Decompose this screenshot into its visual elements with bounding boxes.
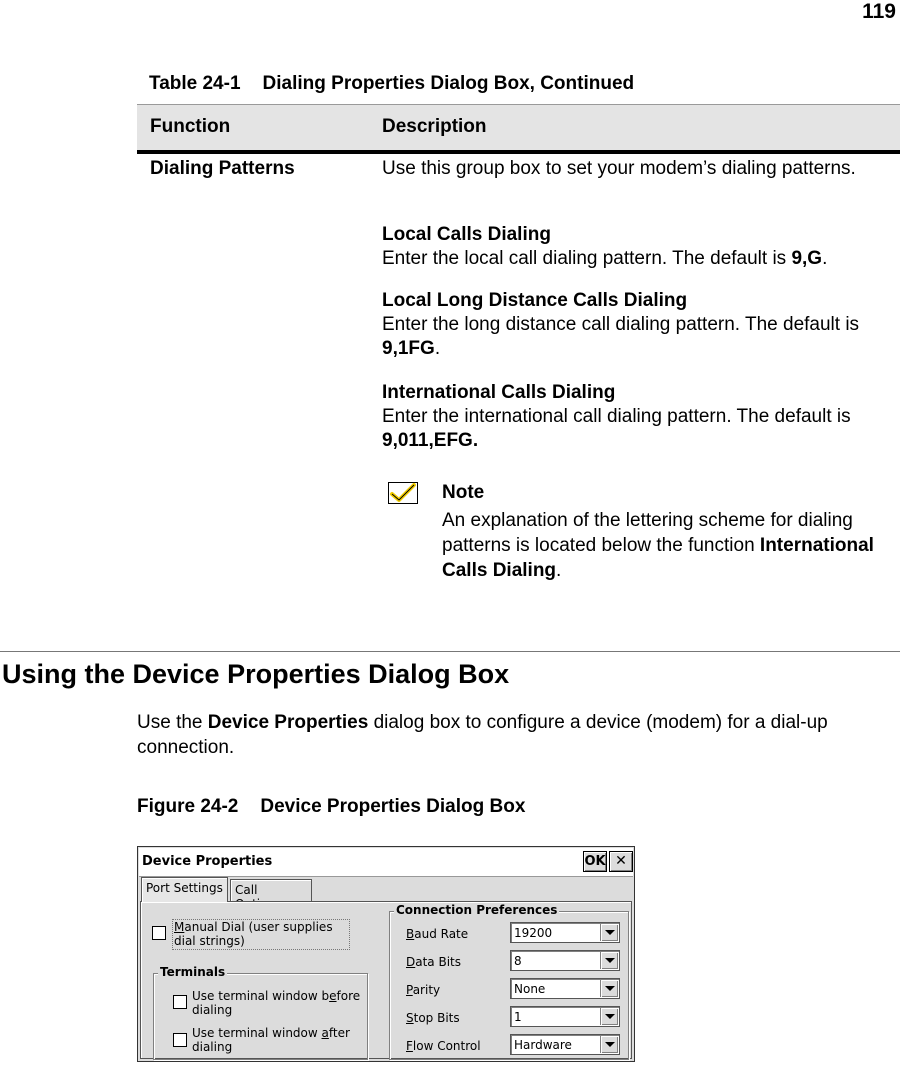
note-text: An explanation of the lettering scheme for dialing patterns is located below the function — [442, 510, 853, 556]
dialog-title: Device Properties — [142, 854, 273, 869]
baud-rate-value: 19200 — [514, 926, 553, 940]
local-calls-text: Enter the local call dialing pattern. The default is — [382, 248, 792, 269]
figure-caption — [137, 796, 525, 818]
close-icon[interactable]: ✕ — [609, 851, 633, 872]
parity-select[interactable] — [510, 978, 620, 999]
international-default: 9,011,EFG. — [382, 430, 479, 451]
column-header-function: Function — [150, 116, 231, 137]
terminal-before-accelerator: e — [329, 989, 337, 1003]
baud-rate-label — [406, 927, 468, 941]
connection-preferences-title: Connection Preferences — [396, 903, 558, 917]
tab-call-options[interactable]: Call — [230, 879, 312, 901]
section-divider — [0, 651, 900, 652]
chevron-down-icon[interactable] — [600, 980, 618, 997]
stop-bits-value: 1 — [514, 1010, 522, 1024]
baud-rate-text: aud Rate — [414, 927, 469, 941]
device-properties-dialog — [137, 846, 635, 1062]
dialog-titlebar — [139, 848, 633, 877]
terminal-after-accelerator: a — [321, 1026, 329, 1040]
note-block — [442, 480, 882, 583]
tab-port-settings[interactable]: Port Settings — [141, 877, 228, 902]
section-paragraph — [137, 710, 897, 760]
baud-rate-accelerator: B — [406, 927, 415, 941]
flow-control-accelerator: F — [406, 1039, 413, 1053]
para-text-end: dialog box to configure a device (modem) for a dial-up connection. — [137, 712, 828, 758]
figure-caption-label: Figure 24-2 — [137, 796, 239, 817]
international-title: International Calls Dialing — [382, 382, 616, 403]
data-bits-label — [406, 955, 461, 969]
terminal-before-text-b: fore dialing — [192, 989, 361, 1017]
local-calls-period: . — [822, 248, 828, 269]
manual-dial-text: anual Dial (user supplies dial strings) — [174, 920, 333, 948]
international-text: Enter the international call dialing pattern. The default is — [382, 406, 851, 427]
table-caption-label: Table 24-1 — [149, 73, 241, 94]
data-bits-text: ata Bits — [415, 955, 461, 969]
long-distance-default: 9,1FG — [382, 338, 435, 359]
function-cell: Dialing Patterns — [150, 158, 295, 179]
stop-bits-text: top Bits — [413, 1011, 460, 1025]
table-caption-title: Dialing Properties Dialog Box, Continued — [262, 73, 635, 94]
long-distance-period: . — [434, 338, 441, 359]
international-block — [382, 381, 892, 453]
para-text-start: Use the — [137, 712, 208, 733]
baud-rate-select[interactable] — [510, 922, 620, 943]
flow-control-select[interactable] — [510, 1034, 620, 1055]
data-bits-accelerator: D — [406, 955, 416, 969]
terminal-before-label[interactable] — [192, 989, 364, 1017]
long-distance-text: Enter the long distance call dialing pattern. The default is — [382, 314, 860, 335]
table-header — [137, 104, 900, 154]
terminal-before-text-a: Use terminal window b — [192, 989, 330, 1003]
figure-caption-title: Device Properties Dialog Box — [260, 796, 526, 817]
terminal-before-checkbox[interactable] — [173, 995, 187, 1009]
data-bits-select[interactable] — [510, 950, 620, 971]
long-distance-title: Local Long Distance Calls Dialing — [382, 290, 688, 311]
note-period: . — [556, 560, 562, 581]
manual-dial-label[interactable] — [174, 920, 349, 948]
local-calls-title: Local Calls Dialing — [382, 224, 551, 245]
terminal-after-text-a: Use terminal window — [192, 1026, 322, 1040]
local-calls-default: 9,G — [791, 248, 823, 269]
column-header-description: Description — [382, 116, 487, 137]
para-bold-term: Device Properties — [207, 712, 369, 733]
local-calls-block — [382, 223, 892, 271]
manual-dial-checkbox[interactable] — [152, 926, 166, 940]
terminals-group-title: Terminals — [160, 965, 226, 979]
chevron-down-icon[interactable] — [600, 924, 618, 941]
long-distance-block — [382, 289, 892, 361]
page-number: 119 — [862, 0, 896, 23]
section-heading: Using the Device Properties Dialog Box — [2, 659, 510, 689]
description-intro: Use this group box to set your modem’s dialing patterns. — [382, 158, 856, 179]
chevron-down-icon[interactable] — [600, 952, 618, 969]
stop-bits-label — [406, 1011, 460, 1025]
flow-control-label — [406, 1039, 481, 1053]
parity-value: None — [514, 982, 546, 996]
data-bits-value: 8 — [514, 954, 522, 968]
table-caption — [149, 73, 634, 95]
flow-control-value: Hardware — [514, 1038, 572, 1052]
checkmark-note-icon — [388, 482, 418, 504]
parity-text: arity — [412, 983, 441, 997]
terminal-after-checkbox[interactable] — [173, 1033, 187, 1047]
chevron-down-icon[interactable] — [600, 1008, 618, 1025]
terminal-after-label[interactable] — [192, 1026, 357, 1054]
parity-accelerator: P — [406, 983, 413, 997]
stop-bits-accelerator: S — [406, 1011, 414, 1025]
stop-bits-select[interactable] — [510, 1006, 620, 1027]
flow-control-text: low Control — [412, 1039, 481, 1053]
note-emphasis: International Calls Dialing — [442, 535, 874, 581]
ok-button[interactable]: OK — [583, 851, 607, 872]
terminal-after-text-b: fter dialing — [192, 1026, 350, 1054]
parity-label — [406, 983, 440, 997]
chevron-down-icon[interactable] — [600, 1036, 618, 1053]
manual-dial-accelerator: M — [174, 920, 185, 934]
note-title: Note — [442, 482, 485, 503]
